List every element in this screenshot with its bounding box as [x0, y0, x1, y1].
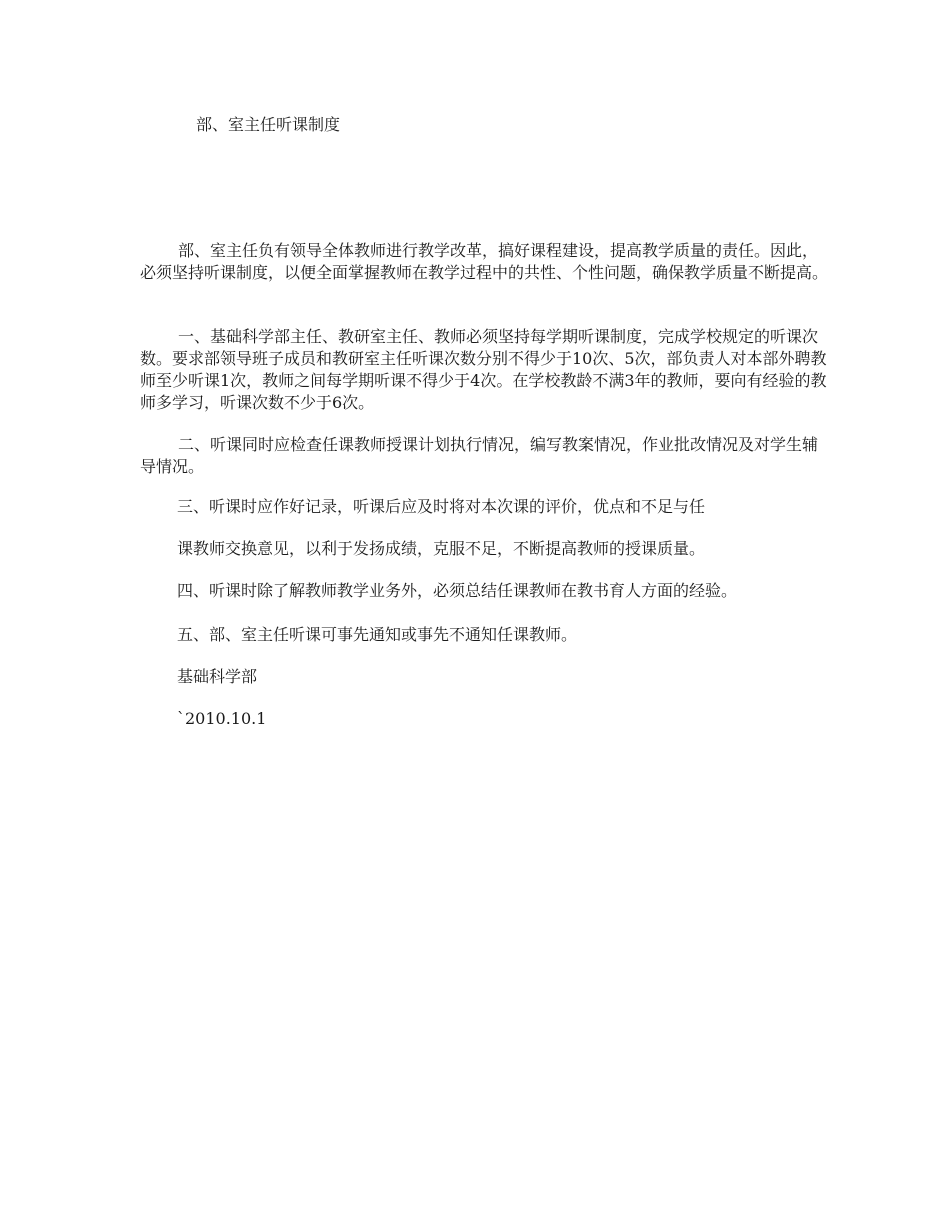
- signature-date: `2010.10.1: [177, 709, 267, 728]
- item-1-paragraph: 一、基础科学部主任、教研室主任、教师必须坚持每学期听课制度，完成学校规定的听课次数。要求部领导班子成员和教研室主任听课次数分别不得少于10次、5次，部负责人对本部外聘教师至少听课1次，教师之间每学期听课不得少于4次。在学校教龄不满3年的教师，要向有经验的教师多学习，听课次数不少于6次。: [140, 327, 827, 412]
- item-4-paragraph: 四、听课时除了解教师教学业务外，必须总结任课教师在教书育人方面的经验。: [177, 581, 738, 600]
- item-5-paragraph: 五、部、室主任听课可事先通知或事先不通知任课教师。: [177, 625, 578, 644]
- intro-paragraph: 部、室主任负有领导全体教师进行教学改革，搞好课程建设，提高教学质量的责任。因此，必须坚持听课制度，以便全面掌握教师在教学过程中的共性、个性问题，确保教学质量不断提高。: [140, 241, 829, 282]
- signature-department: 基础科学部: [177, 667, 258, 686]
- item-2-paragraph: 二、听课同时应检查任课教师授课计划执行情况，编写教案情况，作业批改情况及对学生辅导情况。: [140, 435, 819, 476]
- document-title: 部、室主任听课制度: [196, 115, 341, 134]
- item-3-paragraph-line-2: 课教师交换意见，以利于发扬成绩，克服不足，不断提高教师的授课质量。: [177, 539, 706, 558]
- item-3-paragraph-line-1: 三、听课时应作好记录，听课后应及时将对本次课的评价，优点和不足与任: [177, 497, 706, 516]
